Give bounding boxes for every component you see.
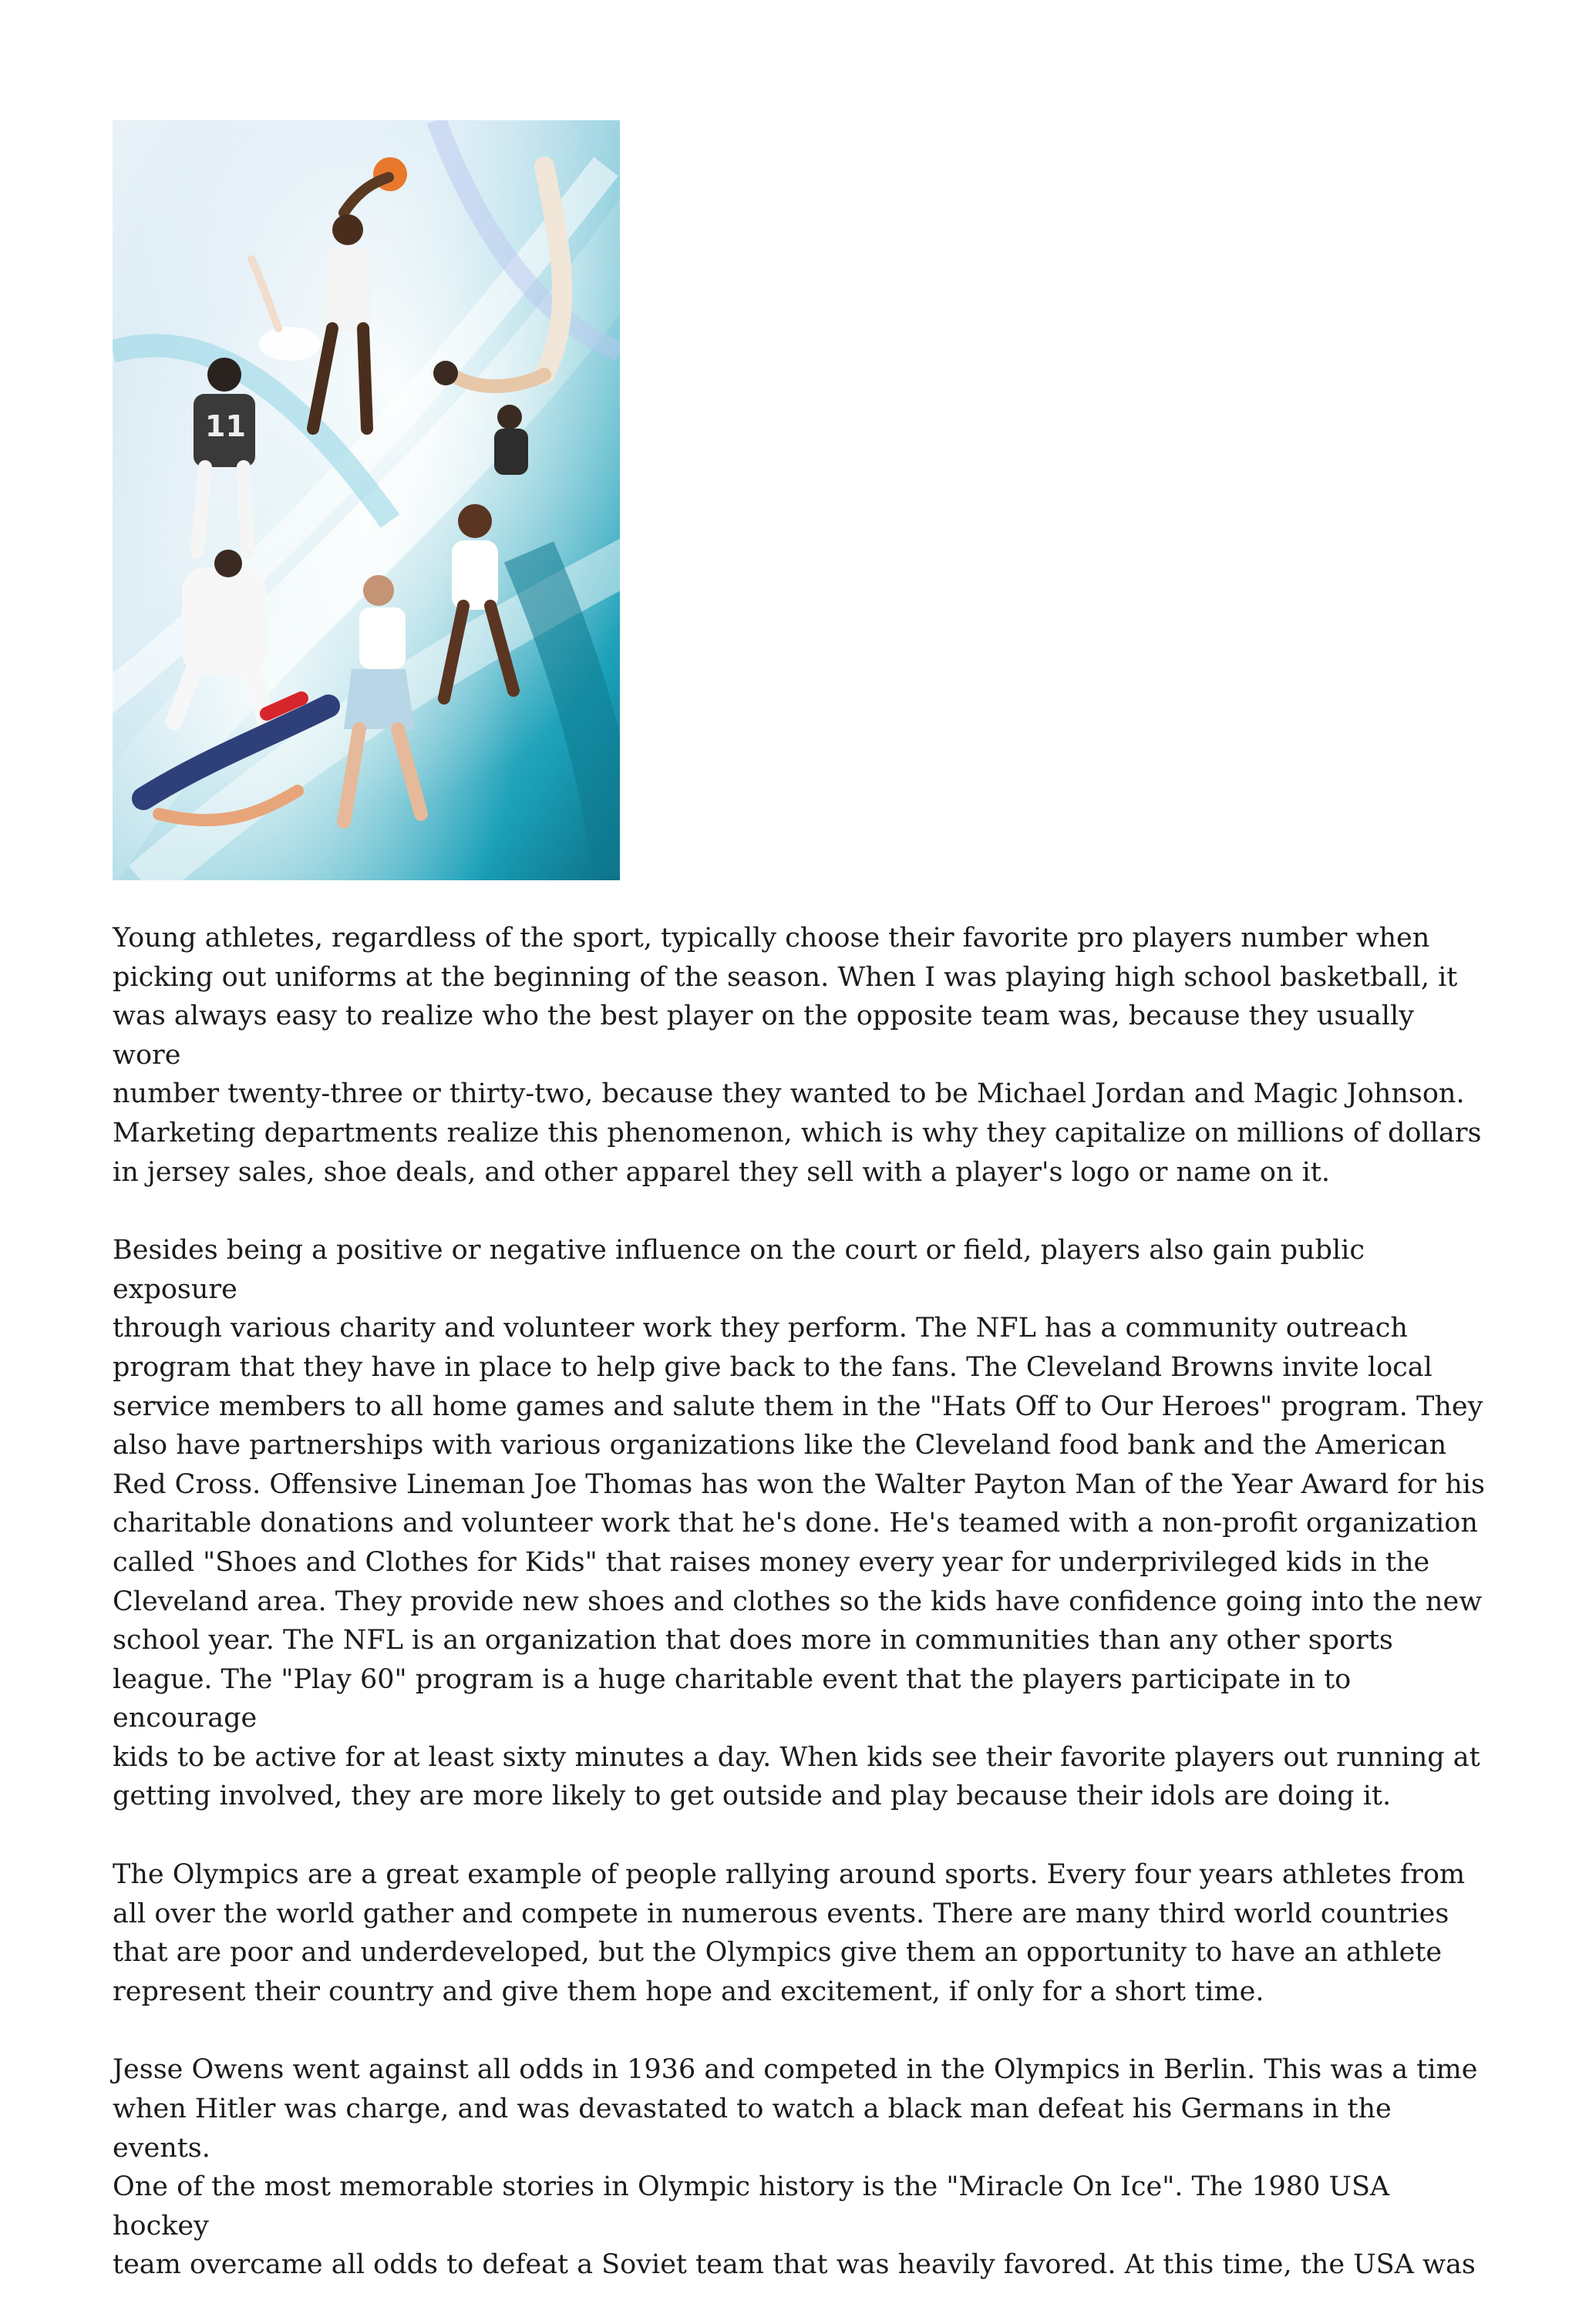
article-body [113, 919, 1490, 2324]
svg-text:11: 11 [205, 409, 246, 443]
article-paragraph-3: The Olympics are a great example of people rallying around sports. Every four years athletes from all over the world gather and compete in numerous events. There are many third world countries that are poor and underdeveloped, but the Olympics give them an opportunity to have an athlete represent their country and give them hope and excitement, if only for a short time. [113, 1859, 1466, 2007]
article-paragraph-1: Young athletes, regardless of the sport, typically choose their favorite pro players number when picking out uniforms at the beginning of the season. When I was playing high school basketball, it was always easy to realize who the best player on the opposite team was, because they usually wore number twenty-three or thirty-two, because they wanted to be Michael Jordan and Magic Johnson. Marketing departments realize this phenomenon, which is why they capitalize on millions of dollars in jersey sales, shoe deals, and other apparel they sell with a player's logo or name on it. [113, 923, 1482, 1188]
article-paragraph-2: Besides being a positive or negative influence on the court or field, players also gain public exposure through various charity and volunteer work they perform. The NFL has a community outreach program that they have in place to help give back to the fans. The Cleveland Browns invite local service members to all home games and salute them in the "Hats Off to Our Heroes" program. They also have partnerships with various organizations like the Cleveland food bank and the American Red Cross. Offensive Lineman Joe Thomas has won the Walter Payton Man of the Year Award for his charitable donations and volunteer work that he's done. He's teamed with a non-profit organization called "Shoes and Clothes for Kids" that raises money every year for underprivileged kids in the Cleveland area. They provide new shoes and clothes so the kids have confidence going into the new school year. The NFL is an organization that does more in communities than any other sports league. The "Play 60" program is a huge charitable event that the players participate in to encourage kids to be active for at least sixty minutes a day. When kids see their favorite players out running at getting involved, they are more likely to get outside and play because their idols are doing it. [113, 1235, 1485, 1812]
article-paragraph-4: Jesse Owens went against all odds in 1936 and competed in the Olympics in Berlin. This was a time when Hitler was charge, and was devastated to watch a black man defeat his Germans in the events. One of the most memorable stories in Olympic history is the "Miracle On Ice". The 1980 USA hockey team overcame all odds to defeat a Soviet team that was heavily favored. At this time, the USA was [113, 2054, 1478, 2281]
sports-collage-illustration [113, 120, 620, 880]
sports-collage-image [113, 120, 620, 880]
